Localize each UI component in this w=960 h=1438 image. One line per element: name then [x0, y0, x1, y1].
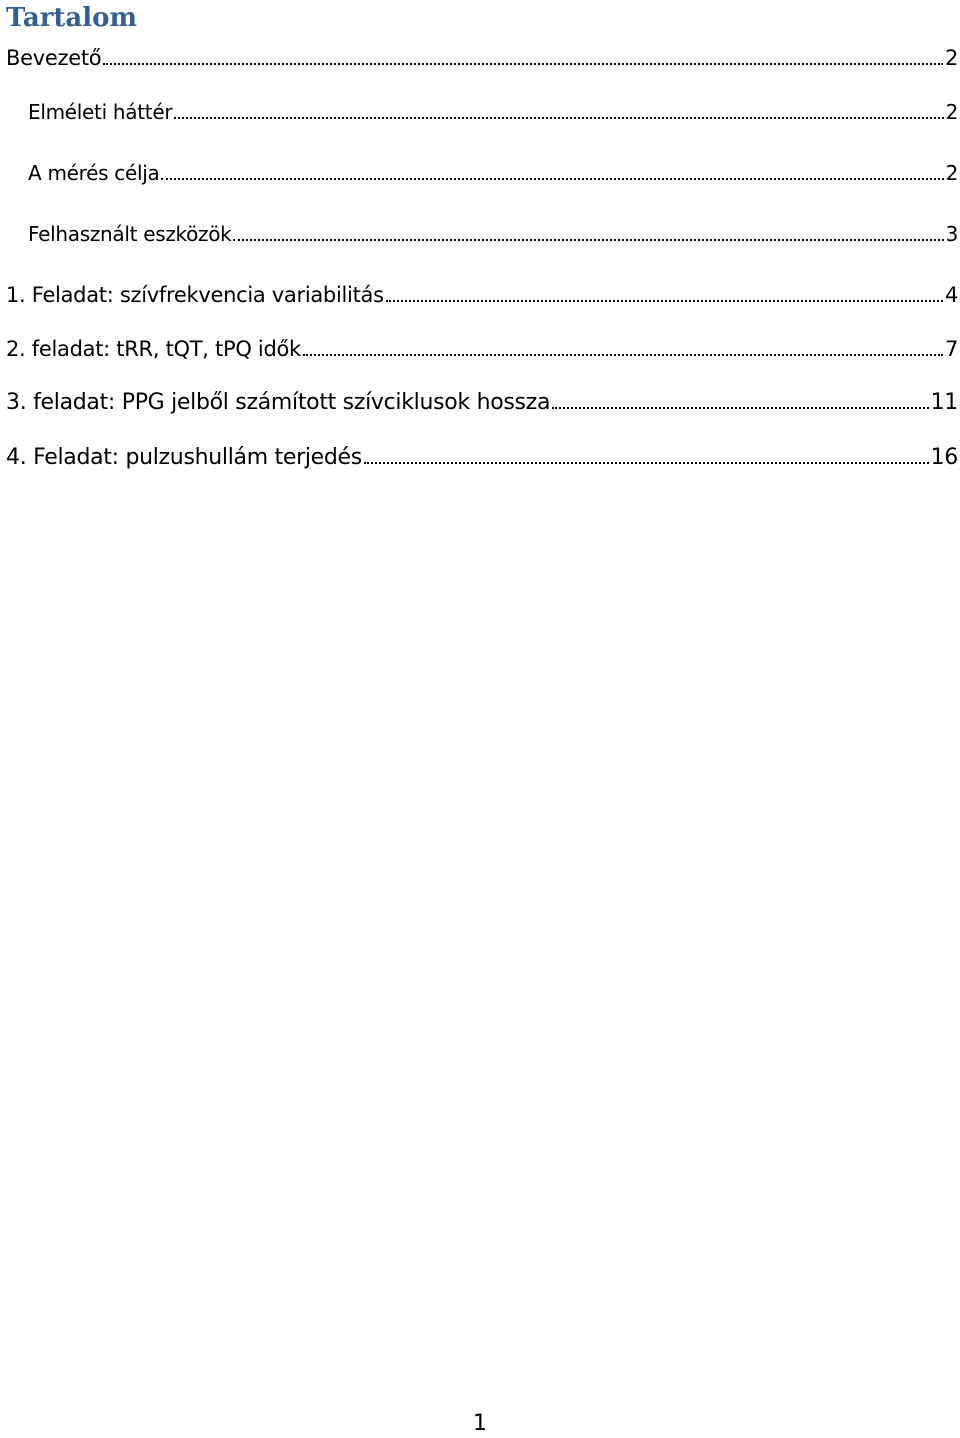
- dot-leader: [552, 407, 928, 409]
- toc-entry-page: 2: [945, 161, 958, 185]
- toc-entry-page: 16: [930, 445, 958, 470]
- toc-entry-bevezeto[interactable]: [6, 44, 958, 72]
- dot-leader: [303, 354, 943, 356]
- toc-entry-feladat-2[interactable]: [6, 335, 958, 363]
- dot-leader: [174, 117, 943, 119]
- page-number: 1: [473, 1411, 487, 1436]
- toc-entry-text: 2. feladat: tRR, tQT, tPQ idők: [6, 337, 301, 361]
- toc-entry-text: Bevezető: [6, 46, 102, 70]
- toc-entry-feladat-4[interactable]: [6, 444, 958, 472]
- dot-leader: [386, 300, 943, 302]
- toc-entry-meres-celja[interactable]: [6, 159, 958, 187]
- toc-entry-page: 2: [945, 100, 958, 124]
- toc-entry-text: Felhasznált eszközök: [28, 222, 232, 246]
- dot-leader: [103, 63, 943, 65]
- toc-entry-page: 4: [944, 283, 958, 307]
- toc-entry-elmeleti-hatter[interactable]: [6, 98, 958, 126]
- toc-entry-page: 3: [945, 222, 958, 246]
- toc-entry-text: 4. Feladat: pulzushullám terjedés: [6, 445, 362, 470]
- toc-title: Tartalom: [6, 3, 137, 33]
- dot-leader: [364, 462, 929, 464]
- toc-entry-page: 7: [944, 337, 958, 361]
- toc-entry-page: 11: [930, 390, 958, 415]
- toc-entry-text: 3. feladat: PPG jelből számított szívciklusok hossza: [6, 390, 551, 415]
- toc-entry-text: 1. Feladat: szívfrekvencia variabilitás: [6, 283, 384, 307]
- toc-entry-text: A mérés célja: [28, 161, 160, 185]
- toc-entry-text: Elméleti háttér: [28, 100, 173, 124]
- toc-entry-feladat-3[interactable]: [6, 389, 958, 417]
- dot-leader: [161, 178, 943, 180]
- toc-entry-feladat-1[interactable]: [6, 281, 958, 309]
- toc-entry-page: 2: [944, 46, 958, 70]
- toc-entry-felhasznalt-eszkozok[interactable]: [6, 220, 958, 248]
- dot-leader: [233, 239, 943, 241]
